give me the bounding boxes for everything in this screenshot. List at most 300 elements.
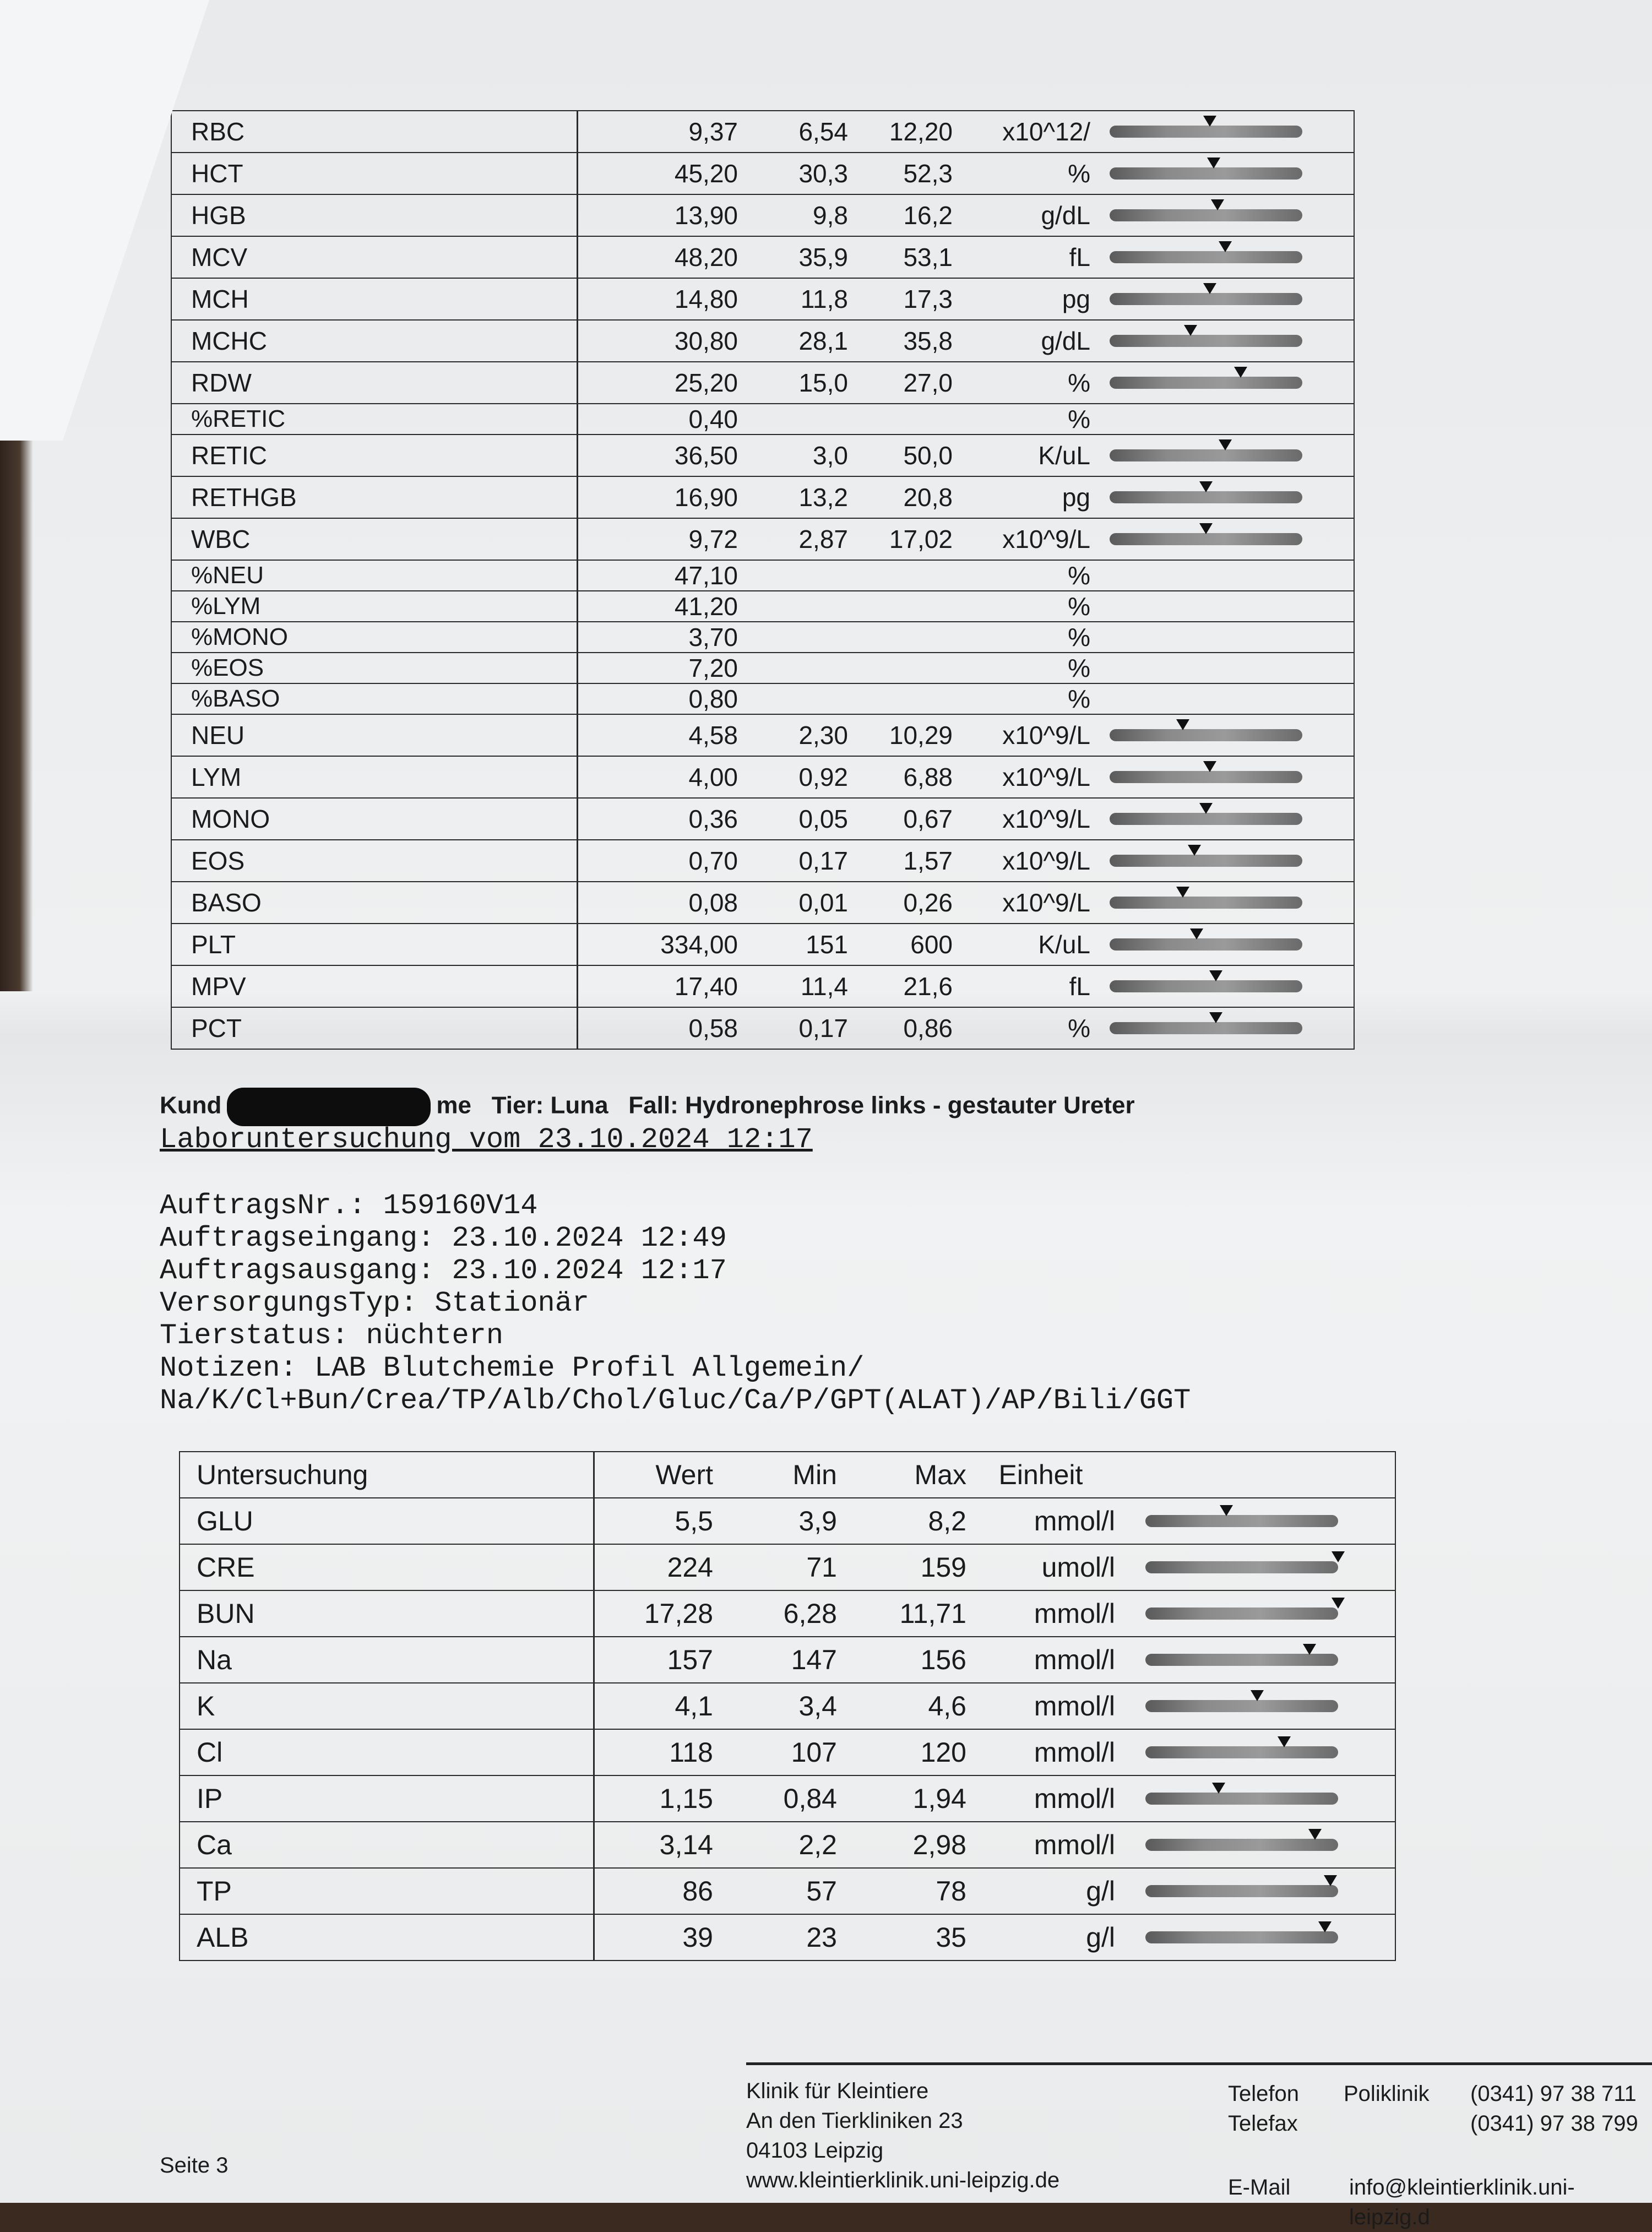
result-value: 39 [682,1922,713,1953]
result-value: 48,20 [674,243,738,271]
unit: x10^12/ [1002,117,1090,146]
chemistry-row [180,1729,1395,1775]
contact-label: Telefax [1228,2111,1298,2136]
result-value: 157 [667,1644,713,1675]
unit: mmol/l [1034,1644,1115,1675]
result-cell [578,924,1355,965]
contact-labels [1228,2079,1299,2138]
result-grid [578,762,1354,792]
unit: x10^9/L [1002,888,1090,917]
reference-max: 35,8 [903,327,953,355]
range-bar [1110,335,1302,347]
result-value: 25,20 [674,368,738,397]
range-bar-cell [1101,449,1311,461]
range-marker-icon [1188,845,1201,856]
range-marker-icon [1324,1875,1337,1886]
reference-min: 2,2 [798,1829,837,1860]
address-line: 04103 Leipzig [746,2138,884,2163]
range-bar-cell [1126,1839,1357,1851]
range-bar [1110,1022,1302,1034]
unit: g/l [1086,1876,1115,1907]
result-value: 30,80 [674,327,738,355]
reference-min: 151 [806,930,848,959]
reference-min: 11,4 [800,972,848,1001]
reference-min: 107 [791,1737,837,1768]
range-bar-cell [1101,897,1311,909]
header-min: Min [792,1459,837,1490]
range-marker-icon [1203,283,1216,294]
result-value: 0,08 [688,888,738,917]
result-value: 224 [667,1552,713,1583]
reference-max: 159 [920,1552,966,1583]
range-bar [1145,1654,1338,1666]
range-marker-icon [1199,523,1213,534]
reference-min: 9,8 [813,201,848,230]
range-bar [1145,1561,1338,1573]
result-grid [578,524,1354,554]
reference-max: 600 [910,930,953,959]
result-grid [578,720,1354,750]
result-grid [595,1921,1395,1953]
test-name: HCT [171,153,578,194]
unit: mmol/l [1034,1691,1115,1721]
result-value: 3,70 [688,623,738,651]
test-name: PLT [171,924,578,965]
hematology-row [171,362,1354,404]
reference-min: 147 [791,1644,837,1675]
result-cell [594,1775,1396,1822]
result-cell [578,622,1355,653]
range-bar [1110,251,1302,263]
result-cell [578,683,1355,714]
range-marker-icon [1219,241,1232,252]
email-label: E-Mail [1228,2175,1291,2200]
result-cell [578,714,1355,756]
test-name: GLU [180,1498,594,1544]
range-bar-cell [1101,855,1311,867]
test-name: LYM [171,756,578,798]
range-bar [1110,855,1302,867]
reference-max: 10,29 [889,721,953,750]
reference-min: 71 [806,1552,837,1583]
range-bar [1145,1515,1338,1527]
order-meta [160,1190,1191,1417]
range-marker-icon [1209,1012,1222,1023]
email-address[interactable]: info@kleintierklinik.uni-leipzig.d [1349,2175,1575,2229]
result-cell [578,882,1355,924]
reference-max: 11,71 [899,1598,966,1629]
hematology-row [171,798,1354,840]
result-value: 4,00 [688,763,738,791]
range-bar-cell [1101,491,1311,503]
range-marker-icon [1278,1736,1291,1747]
result-value: 86 [682,1876,713,1907]
result-cell [578,1007,1355,1049]
range-bar [1110,729,1302,741]
test-name: CRE [180,1544,594,1590]
test-name: RBC [171,111,578,153]
footer-divider [746,2062,1652,2065]
reference-min: 0,05 [798,805,848,833]
chemistry-header-row [180,1452,1395,1498]
range-bar-cell [1126,1561,1357,1573]
test-name: IP [180,1775,594,1822]
result-grid [578,1013,1354,1043]
animal-name: Tier: Luna [491,1091,608,1119]
range-marker-icon [1332,1598,1345,1609]
result-grid [578,684,1354,714]
chemistry-row [180,1683,1395,1729]
unit: g/l [1086,1922,1115,1953]
result-cell [594,1868,1396,1914]
reference-max: 21,6 [903,972,953,1001]
result-grid [578,561,1354,590]
reference-max: 53,1 [903,243,953,271]
result-value: 45,20 [674,159,738,188]
range-bar [1110,209,1302,221]
meta-line: VersorgungsTyp: Stationär [160,1287,590,1319]
test-name: MCV [171,236,578,278]
hematology-row [171,653,1354,683]
result-cell [578,798,1355,840]
result-value: 5,5 [675,1506,713,1536]
result-grid [578,242,1354,272]
unit: x10^9/L [1002,721,1090,750]
reference-min: 0,01 [798,888,848,917]
unit: % [1068,654,1090,682]
range-marker-icon [1234,367,1247,378]
range-bar [1145,1793,1338,1805]
result-value: 7,20 [688,654,738,682]
reference-min: 6,54 [798,117,848,146]
hematology-row [171,404,1354,435]
result-grid [595,1644,1395,1676]
reference-max: 50,0 [903,441,953,470]
result-grid [595,1736,1395,1768]
range-bar [1110,771,1302,783]
test-name: MPV [171,965,578,1007]
range-bar [1145,1885,1338,1897]
range-bar [1110,167,1302,180]
test-name: %EOS [171,653,578,683]
reference-max: 0,67 [903,805,953,833]
phone-number: (0341) 97 38 711 [1470,2082,1637,2106]
test-name: MCH [171,278,578,320]
range-marker-icon [1184,325,1197,336]
hematology-row [171,236,1354,278]
range-bar-cell [1101,771,1311,783]
result-value: 334,00 [660,930,738,959]
unit: x10^9/L [1002,763,1090,791]
hematology-row [171,965,1354,1007]
range-bar [1110,897,1302,909]
hematology-row [171,622,1354,653]
reference-max: 35 [936,1922,966,1953]
chemistry-row [180,1868,1395,1914]
range-marker-icon [1303,1644,1316,1655]
reference-max: 1,57 [903,846,953,875]
unit: g/dL [1041,201,1090,230]
range-bar-cell [1101,251,1311,263]
test-name: ALB [180,1914,594,1961]
test-name: K [180,1683,594,1729]
test-name: BASO [171,882,578,924]
address-line: Klinik für Kleintiere [746,2079,929,2103]
test-name: MCHC [171,320,578,362]
reference-min: 28,1 [798,327,848,355]
reference-max: 0,86 [903,1014,953,1042]
range-marker-icon [1212,1783,1225,1794]
result-value: 13,90 [674,201,738,230]
range-bar-cell [1101,980,1311,992]
unit: % [1068,1014,1090,1042]
unit: x10^9/L [1002,805,1090,833]
unit: % [1068,405,1090,433]
result-value: 0,70 [688,846,738,875]
test-name: PCT [171,1007,578,1049]
client-label: Kund [160,1091,222,1119]
header-max: Max [914,1459,966,1490]
reference-max: 78 [936,1876,966,1907]
range-bar-cell [1101,813,1311,825]
result-cell [578,476,1355,518]
reference-max: 20,8 [903,483,953,512]
range-bar-cell [1126,1654,1357,1666]
test-name: MONO [171,798,578,840]
reference-min: 0,17 [798,1014,848,1042]
unit: % [1068,623,1090,651]
range-bar [1145,1700,1338,1712]
header-grid [595,1459,1395,1491]
result-grid [578,404,1354,434]
reference-min: 3,9 [798,1506,837,1536]
test-name: HGB [171,194,578,236]
range-bar [1145,1608,1338,1620]
reference-max: 2,98 [912,1829,966,1860]
result-cell [594,1590,1396,1637]
chemistry-row [180,1498,1395,1544]
result-value: 0,40 [688,405,738,433]
test-name: %NEU [171,560,578,591]
result-grid [578,326,1354,356]
range-marker-icon [1251,1690,1264,1701]
result-grid [578,804,1354,834]
reference-max: 52,3 [903,159,953,188]
result-grid [578,653,1354,683]
reference-min: 0,92 [798,763,848,791]
hematology-row [171,1007,1354,1049]
range-marker-icon [1199,481,1213,492]
unit: mmol/l [1034,1506,1115,1536]
unit: % [1068,159,1090,188]
result-value: 4,58 [688,721,738,750]
test-name: %RETIC [171,404,578,435]
range-bar [1110,377,1302,389]
range-marker-icon [1220,1505,1233,1516]
meta-line: AuftragsNr.: 159160V14 [160,1190,538,1222]
result-value: 14,80 [674,285,738,313]
hematology-row [171,194,1354,236]
result-cell [578,591,1355,622]
result-cell [578,840,1355,882]
chemistry-row [180,1914,1395,1961]
test-name: NEU [171,714,578,756]
result-cell [578,756,1355,798]
range-bar-cell [1101,293,1311,305]
result-value: 0,80 [688,685,738,713]
result-grid [595,1505,1395,1537]
hematology-row [171,714,1354,756]
result-value: 41,20 [674,592,738,621]
result-cell [578,111,1355,153]
reference-max: 17,3 [903,285,953,313]
reference-min: 13,2 [798,483,848,512]
result-cell [578,404,1355,435]
range-bar [1110,533,1302,545]
meta-line: Na/K/Cl+Bun/Crea/TP/Alb/Chol/Gluc/Ca/P/GPT(ALAT)/AP/Bili/GGT [160,1384,1191,1417]
range-bar [1110,449,1302,461]
contact-label: Telefon [1228,2082,1299,2106]
unit: mmol/l [1034,1783,1115,1814]
unit: pg [1062,483,1090,512]
range-marker-icon [1176,887,1189,898]
result-grid [578,846,1354,876]
reference-max: 1,94 [912,1783,966,1814]
result-grid [595,1783,1395,1815]
result-grid [578,622,1354,652]
reference-min: 3,4 [798,1691,837,1721]
test-name: Ca [180,1822,594,1868]
range-bar [1145,1839,1338,1851]
chemistry-row [180,1775,1395,1822]
range-marker-icon [1211,199,1224,210]
hematology-row [171,153,1354,194]
result-value: 17,40 [674,972,738,1001]
result-value: 47,10 [674,561,738,590]
range-bar [1110,813,1302,825]
result-grid [578,200,1354,230]
result-cell [578,362,1355,404]
hematology-row [171,882,1354,924]
result-cell [594,1822,1396,1868]
range-bar-cell [1101,938,1311,951]
hematology-row [171,111,1354,153]
result-grid [595,1598,1395,1630]
range-bar [1110,126,1302,138]
unit: % [1068,561,1090,590]
reference-max: 4,6 [928,1691,966,1721]
result-cell [578,153,1355,194]
test-name: %LYM [171,591,578,622]
phone-number: (0341) 97 38 799 [1470,2111,1638,2136]
reference-min: 0,17 [798,846,848,875]
meta-line: Tierstatus: nüchtern [160,1319,504,1352]
range-marker-icon [1318,1921,1332,1932]
unit: % [1068,592,1090,621]
redacted-client-name [227,1088,431,1126]
meta-line: Auftragseingang: 23.10.2024 12:49 [160,1222,727,1255]
unit: % [1068,368,1090,397]
test-name: WBC [171,518,578,560]
header-unit: Einheit [998,1459,1083,1490]
range-marker-icon [1209,970,1222,981]
result-value: 9,72 [688,525,738,553]
range-bar-cell [1126,1746,1357,1758]
hematology-row [171,320,1354,362]
test-name: %BASO [171,683,578,714]
header-value: Wert [655,1459,713,1490]
result-grid [595,1690,1395,1722]
test-name: Cl [180,1729,594,1775]
chemistry-row [180,1590,1395,1637]
range-bar [1145,1746,1338,1758]
unit: % [1068,685,1090,713]
test-name: %MONO [171,622,578,653]
result-cell [594,1544,1396,1590]
page-number: Seite 3 [160,2153,229,2177]
range-marker-icon [1203,761,1216,772]
result-cell [594,1729,1396,1775]
result-value: 3,14 [659,1829,713,1860]
range-marker-icon [1207,158,1220,169]
range-bar-cell [1126,1885,1357,1897]
reference-min: 6,28 [783,1598,837,1629]
reference-min: 3,0 [813,441,848,470]
chemistry-row [180,1544,1395,1590]
unit: umol/l [1041,1552,1115,1583]
case-line [160,1088,1135,1126]
result-value: 118 [669,1737,713,1768]
reference-min: 11,8 [800,285,848,313]
result-cell [578,236,1355,278]
result-grid [578,117,1354,146]
reference-min: 2,87 [798,525,848,553]
chemistry-table [179,1451,1396,1961]
result-cell [594,1914,1396,1961]
reference-max: 8,2 [928,1506,966,1536]
range-bar-cell [1101,335,1311,347]
range-bar-cell [1101,533,1311,545]
result-grid [578,441,1354,470]
range-bar-cell [1101,167,1311,180]
reference-max: 0,26 [903,888,953,917]
result-grid [578,482,1354,512]
clinic-address [746,2076,1059,2195]
range-bar-cell [1101,209,1311,221]
poliklinik-label: Poliklinik [1344,2082,1430,2106]
result-value: 4,1 [675,1691,713,1721]
range-bar [1110,491,1302,503]
result-grid [578,888,1354,917]
result-grid [595,1829,1395,1861]
result-cell [578,278,1355,320]
result-grid [578,930,1354,959]
range-marker-icon [1332,1551,1345,1562]
header-cell [594,1452,1396,1498]
unit: x10^9/L [1002,525,1090,553]
test-name: EOS [171,840,578,882]
reference-max: 120 [920,1737,966,1768]
result-cell [594,1637,1396,1683]
hematology-row [171,840,1354,882]
reference-max: 6,88 [903,763,953,791]
test-name: RDW [171,362,578,404]
unit: fL [1069,972,1090,1001]
result-cell [578,965,1355,1007]
reference-max: 17,02 [889,525,953,553]
range-marker-icon [1203,116,1216,127]
case-description: Fall: Hydronephrose links - gestauter Ureter [628,1091,1135,1119]
